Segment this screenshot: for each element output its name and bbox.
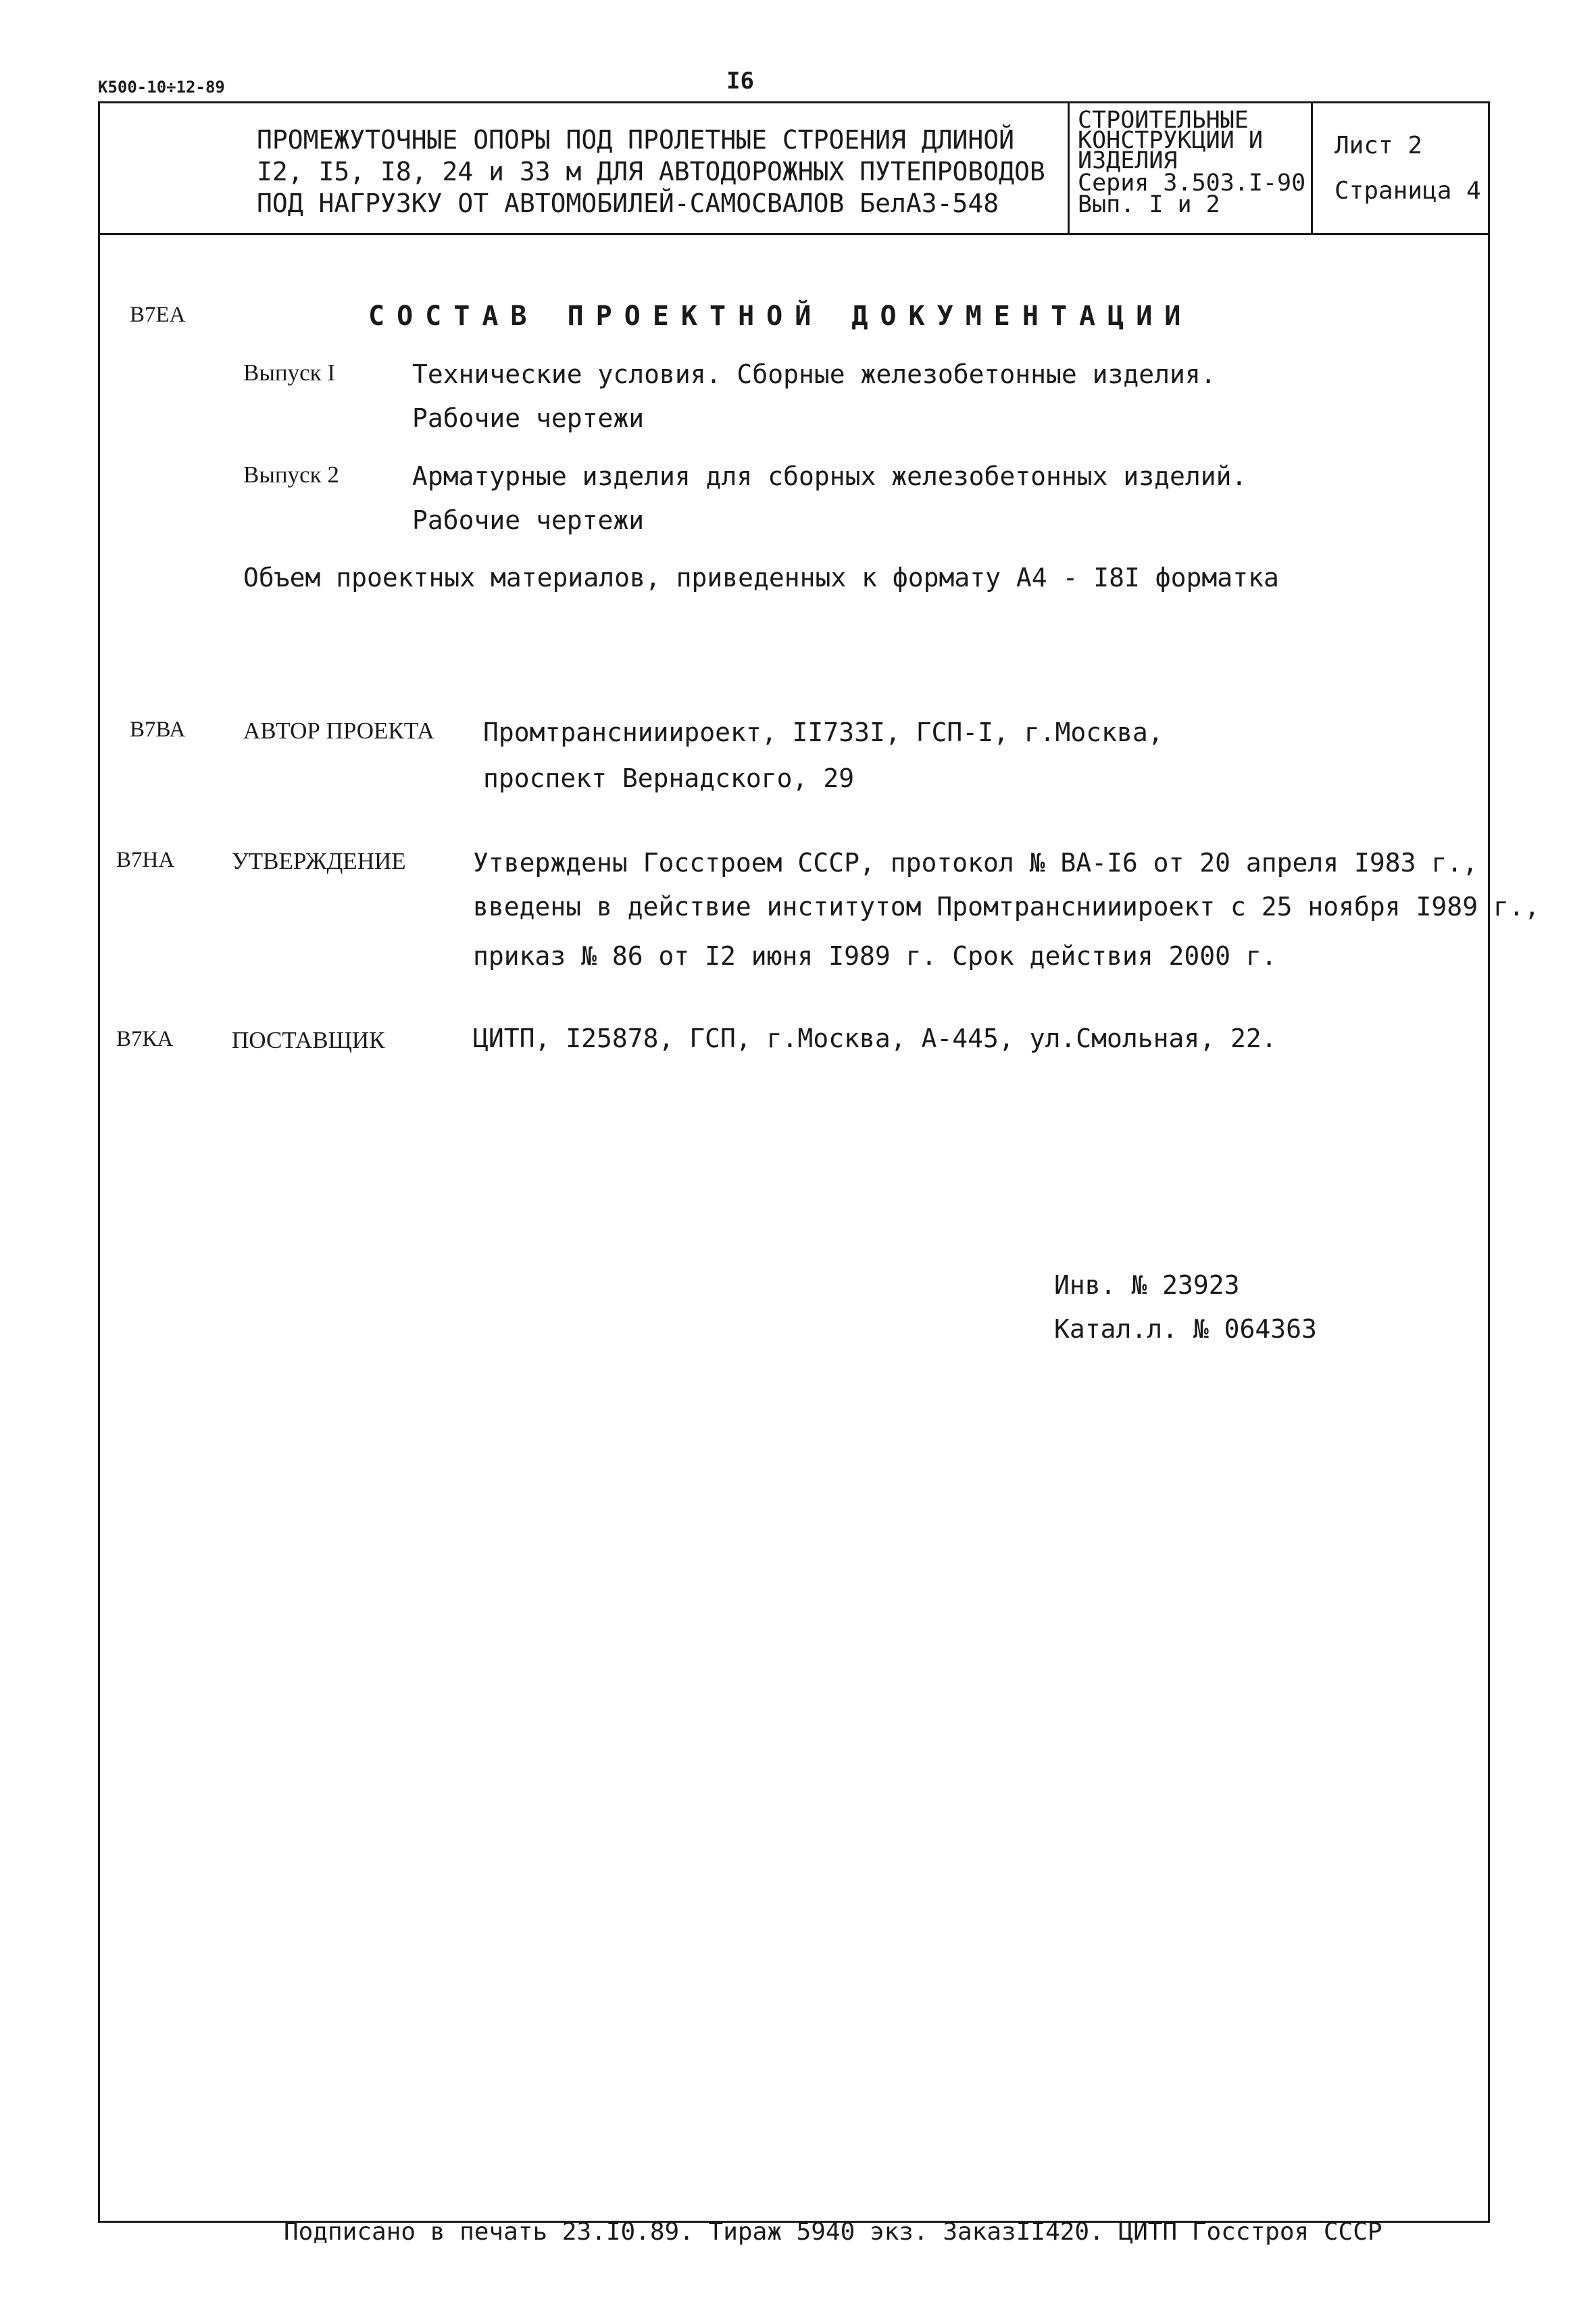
title-line-2: I2, I5, I8, 24 и 33 м ДЛЯ АВТОДОРОЖНЫХ ПУТЕПРОВОДОВ — [257, 157, 1045, 186]
header-column-divider-2 — [1311, 101, 1313, 233]
approval-line-3: приказ № 86 от I2 июня I989 г. Срок действия 2000 г. — [473, 941, 1277, 971]
author-label: АВТОР ПРОЕКТА — [243, 718, 434, 744]
issue-1-line-2: Рабочие чертежи — [412, 403, 645, 433]
supplier-line-1: ЦИТП, I25878, ГСП, г.Москва, А-445, ул.Смольная, 22. — [473, 1024, 1277, 1053]
series-line-4: Серия 3.503.I-90 — [1078, 170, 1306, 197]
issue-2-line-2: Рабочие чертежи — [412, 505, 645, 535]
approval-line-2: введены в действие институтом Промтранснииироект с 25 ноября I989 г., — [473, 892, 1540, 922]
author-line-1: Промтранснииироект, II733I, ГСП-I, г.Москва, — [483, 718, 1164, 747]
composition-tag: В7ЕА — [130, 303, 186, 327]
page-frame — [98, 101, 1490, 2223]
sheet-number: Лист 2 — [1335, 132, 1423, 159]
approval-label: УТВЕРЖДЕНИЕ — [232, 848, 406, 874]
sheet-page: Страница 4 — [1335, 177, 1481, 205]
issue-2-label: Выпуск 2 — [243, 461, 339, 488]
series-line-2: КОНСТРУКЦИИ И — [1078, 127, 1263, 154]
supplier-tag: В7КА — [116, 1027, 174, 1051]
series-line-3: ИЗДЕЛИЯ — [1078, 147, 1178, 174]
title-line-1: ПРОМЕЖУТОЧНЫЕ ОПОРЫ ПОД ПРОЛЕТНЫЕ СТРОЕНИЯ ДЛИНОЙ — [257, 125, 1015, 155]
author-line-2: проспект Вернадского, 29 — [483, 763, 855, 793]
header-column-divider-1 — [1068, 101, 1070, 233]
composition-heading: СОСТАВ ПРОЕКТНОЙ ДОКУМЕНТАЦИИ — [368, 301, 1193, 332]
header-divider — [98, 233, 1490, 235]
author-tag: В7ВА — [130, 718, 186, 742]
approval-line-1: Утверждены Госстроем СССР, протокол № ВА-I6 от 20 апреля I983 г., — [473, 848, 1478, 878]
series-line-5: Вып. I и 2 — [1078, 191, 1220, 218]
issue-1-label: Выпуск I — [243, 359, 336, 386]
issue-2-line-1: Арматурные изделия для сборных железобетонных изделий. — [412, 461, 1247, 491]
inventory-number: Инв. № 23923 — [1054, 1270, 1240, 1300]
issue-1-line-1: Технические условия. Сборные железобетонные изделия. — [412, 359, 1216, 389]
title-line-3: ПОД НАГРУЗКУ ОТ АВТОМОБИЛЕЙ-САМОСВАЛОВ БелАЗ-548 — [257, 188, 999, 218]
page-number: I6 — [726, 68, 754, 95]
supplier-label: ПОСТАВЩИК — [232, 1027, 385, 1053]
volume-statement: Объем проектных материалов, приведенных к формату А4 - I8I форматка — [243, 563, 1279, 593]
print-footer: Подписано в печать 23.I0.89. Тираж 5940 экз. ЗаказII420. ЦИТП Госстроя СССР — [284, 2218, 1382, 2246]
series-line-1: СТРОИТЕЛЬНЫЕ — [1078, 107, 1249, 134]
catalog-number: Катал.л. № 064363 — [1054, 1314, 1317, 1344]
approval-tag: В7НА — [116, 848, 175, 872]
document-code: К500-10÷12-89 — [98, 78, 225, 97]
